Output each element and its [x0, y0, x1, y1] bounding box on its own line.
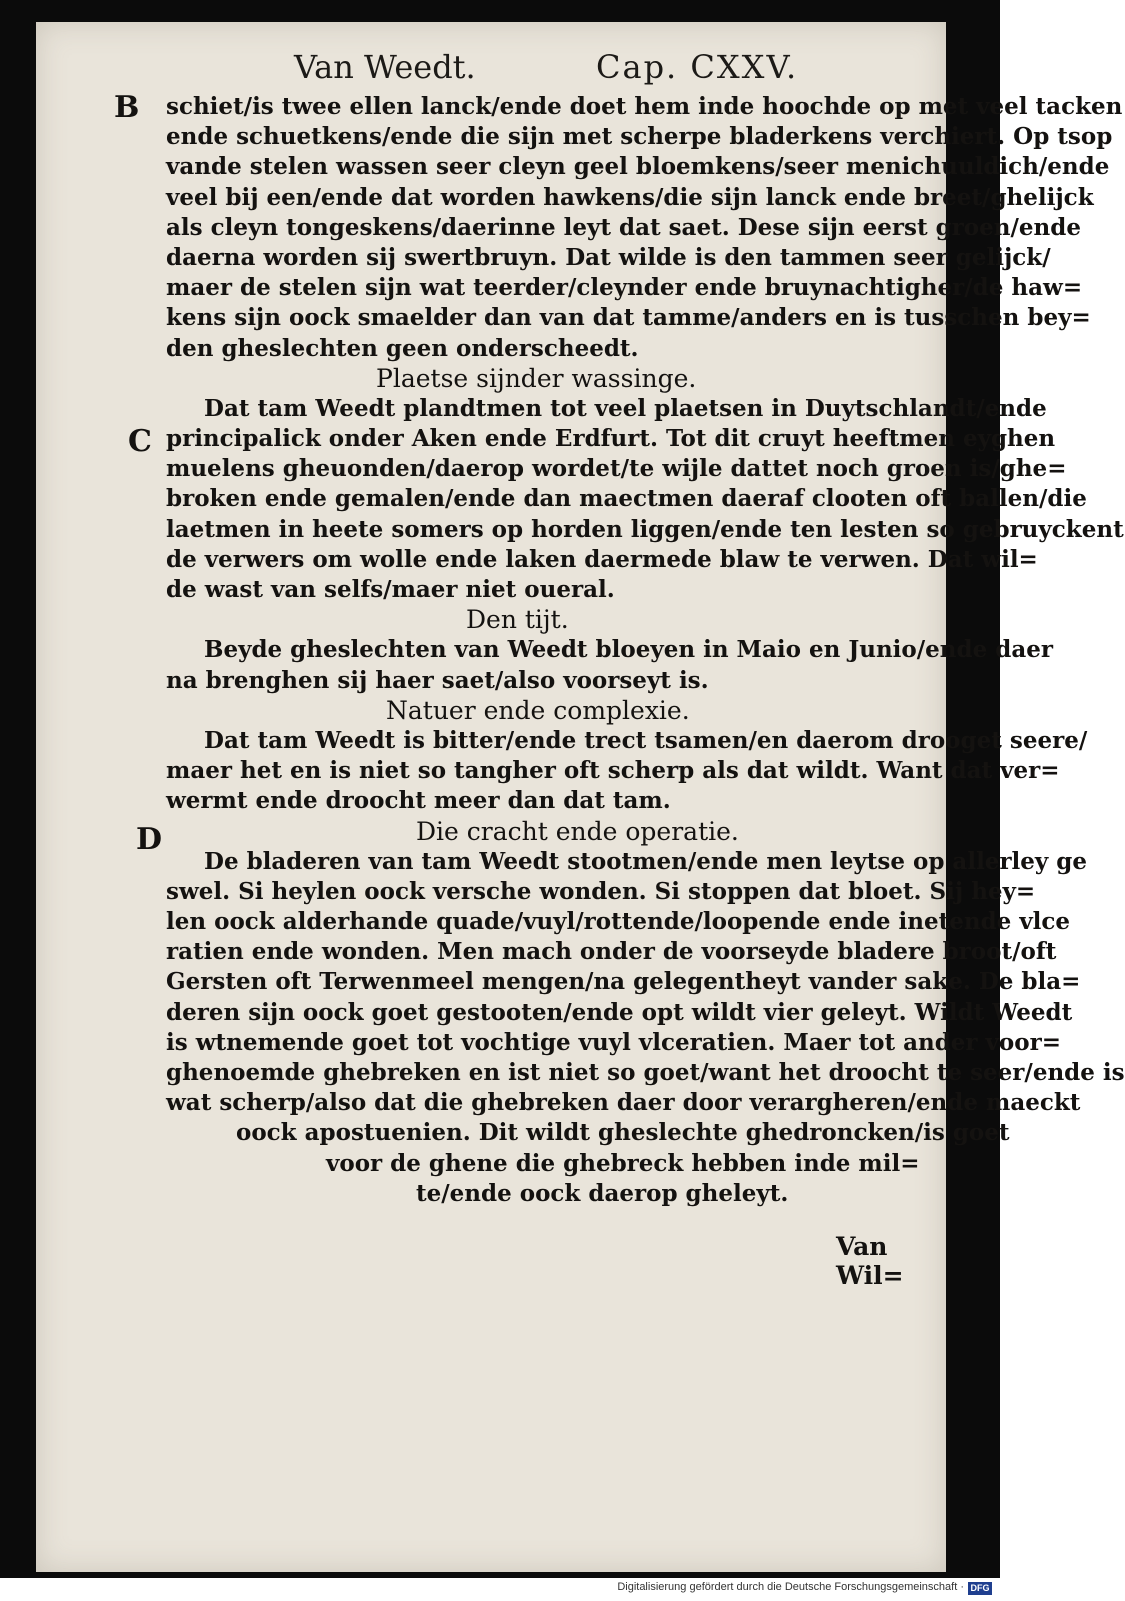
- paragraph-virtue: [166, 847, 1125, 1209]
- text-line: len oock alderhande quade/vuyl/rottende/loopende ende inetende vlce: [166, 908, 1071, 936]
- dfg-logo: DFG: [968, 1582, 992, 1595]
- text-line: ghenoemde ghebreken en ist niet so goet/want het droocht te seer/ende is: [166, 1059, 1125, 1086]
- catchword: Van Wil=: [836, 1232, 904, 1290]
- text-line: de wast van selfs/maer niet oueral.: [166, 576, 615, 603]
- text-line: muelens gheuonden/daerop wordet/te wijle dattet noch groen is/ghe=: [166, 455, 1067, 483]
- paragraph-place: [166, 394, 1124, 605]
- text-line: schiet/is twee ellen lanck/ende doet hem inde hoochde op met veel tacken: [166, 93, 1123, 120]
- text-line: veel bij een/ende dat worden hawkens/die sijn lanck ende breet/ghelijck: [166, 183, 1094, 211]
- text-line: is wtnemende goet tot vochtige vuyl vlceratien. Maer tot ander voor=: [166, 1028, 1061, 1056]
- text-line: principalick onder Aken ende Erdfurt. Tot dit cruyt heeftmen eyghen: [166, 425, 1056, 453]
- page-header: [36, 40, 946, 90]
- section-heading-virtue: Die cracht ende operatie.: [416, 816, 739, 846]
- text-line: daerna worden sij swertbruyn. Dat wilde is den tammen seer gelijck/: [166, 243, 1051, 271]
- text-line: als cleyn tongeskens/daerinne leyt dat saet. Dese sijn eerst groen/ende: [166, 213, 1081, 241]
- body-text: [166, 92, 1125, 1209]
- book-page: [36, 22, 1125, 1572]
- text-line: Beyde gheslechten van Weedt bloeyen in Maio en Junio/ende daer: [204, 636, 1053, 664]
- text-line: te/ende oock daerop gheleyt.: [416, 1179, 789, 1207]
- running-title: Van Weedt.: [294, 48, 476, 86]
- text-line: laetmen in heete somers op horden liggen/ende ten lesten so gebruyckent: [166, 515, 1124, 543]
- text-line: De bladeren van tam Weedt stootmen/ende men leytse op allerley ge: [204, 847, 1088, 875]
- text-line: swel. Si heylen oock versche wonden. Si stoppen dat bloet. Sij hey=: [166, 877, 1036, 905]
- text-line: Dat tam Weedt plandtmen tot veel plaetsen in Duytschlandt/ende: [204, 394, 1047, 422]
- text-line: ende schuetkens/ende die sijn met scherpe bladerkens verchiert. Op tsop: [166, 123, 1113, 151]
- text-line: vande stelen wassen seer cleyn geel bloemkens/seer menichuuldich/ende: [166, 153, 1110, 181]
- paragraph-description: [166, 92, 1123, 364]
- margin-letter-c: C: [128, 424, 152, 459]
- text-line: maer de stelen sijn wat teerder/cleynder ende bruynachtigher/de haw=: [166, 274, 1083, 302]
- digitization-footer: [0, 1578, 1000, 1601]
- text-line: oock apostuenien. Dit wildt gheslechte ghedroncken/is goet: [236, 1119, 1010, 1147]
- chapter-number: Cap. CXXV.: [596, 48, 799, 86]
- section-heading-nature: Natuer ende complexie.: [386, 695, 690, 725]
- text-line: ratien ende wonden. Men mach onder de voorseyde bladere broot/oft: [166, 938, 1057, 966]
- text-line: den gheslechten geen onderscheedt.: [166, 334, 639, 362]
- margin-letter-d: D: [136, 822, 163, 857]
- text-line: deren sijn oock goet gestooten/ende opt wildt vier geleyt. Wildt Weedt: [166, 998, 1073, 1026]
- text-line: kens sijn oock smaelder dan van dat tamme/anders en is tusschen bey=: [166, 304, 1091, 332]
- text-line: broken ende gemalen/ende dan maectmen daeraf clooten oft ballen/die: [166, 485, 1087, 513]
- text-line: na brenghen sij haer saet/also voorseyt is.: [166, 666, 709, 694]
- margin-letter-b: B: [114, 90, 140, 125]
- funding-credit: Digitalisierung gefördert durch die Deutsche Forschungsgemeinschaft ·: [617, 1581, 964, 1593]
- text-line: Dat tam Weedt is bitter/ende trect tsamen/en daerom drooget seere/: [204, 726, 1088, 754]
- paragraph-nature: [166, 726, 1088, 817]
- text-line: wat scherp/also dat die ghebreken daer door verargheren/ende maeckt: [166, 1089, 1081, 1117]
- text-line: de verwers om wolle ende laken daermede blaw te verwen. Dat wil=: [166, 545, 1038, 573]
- text-line: wermt ende droocht meer dan dat tam.: [166, 787, 671, 815]
- text-line: voor de ghene die ghebreck hebben inde mil=: [326, 1149, 920, 1177]
- text-line: Gersten oft Terwenmeel mengen/na gelegentheyt vander sake. De bla=: [166, 968, 1081, 996]
- section-heading-place: Plaetse sijnder wassinge.: [376, 363, 697, 393]
- text-line: maer het en is niet so tangher oft scherp als dat wildt. Want dat ver=: [166, 757, 1060, 785]
- paragraph-time: [166, 635, 1053, 695]
- section-heading-time: Den tijt.: [466, 605, 569, 635]
